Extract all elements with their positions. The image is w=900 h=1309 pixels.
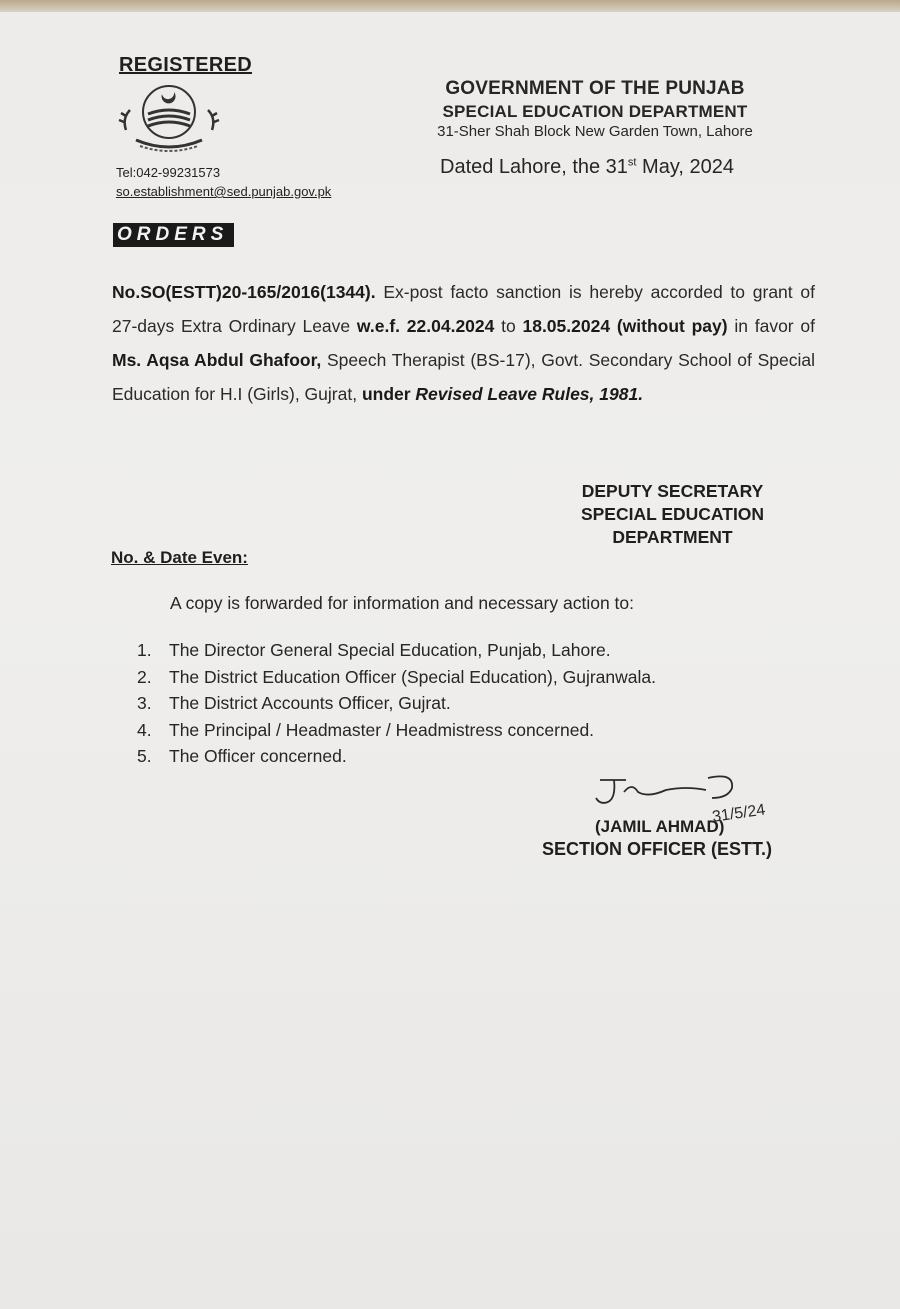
order-body: No.SO(ESTT)20-165/2016(1344). Ex-post facto sanction is hereby accorded to grant of 27-days Extra Ordinary Leave w.e.f. 22.04.2024 to 18.05.2024 (without pay) in favor of Ms. Aqsa Abdul Ghafoor, Speech Therapist (BS-17), Govt. Secondary School of Special Education for H.I (Girls), Gujrat, under Revised Leave Rules, 1981. [112,282,815,404]
list-item: 4. The Principal / Headmaster / Headmistress concerned. [137,719,595,740]
orders-heading: ORDERS [113,223,234,247]
signatory-name: (JAMIL AHMAD) [595,817,725,836]
dated-line: Dated Lahore, the 31st May, 2024 [440,156,734,178]
punjab-emblem-icon [118,82,220,156]
list-item: 3. The District Accounts Officer, Gujrat. [137,693,451,713]
department-title: SPECIAL EDUCATION DEPARTMENT [442,102,748,121]
list-item: 1. The Director General Special Education, Punjab, Lahore. [137,640,611,660]
list-item: 5. The Officer concerned. [137,746,347,766]
top-edge [0,0,900,12]
recipient-list [137,637,656,770]
deputy-secretary-block: DEPUTY SECRETARY SPECIAL EDUCATION DEPARTMENT [580,481,765,547]
registered-label: REGISTERED [119,54,253,76]
telephone: Tel:042-99231573 [116,165,221,180]
copy-intro: A copy is forwarded for information and necessary action to: [170,593,634,613]
email-address: so.establishment@sed.punjab.gov.pk [116,184,332,199]
list-item: 2. The District Education Officer (Special Education), Gujranwala. [137,666,656,687]
svg-text:31/5/24: 31/5/24 [711,801,767,826]
signatory-designation: SECTION OFFICER (ESTT.) [542,839,773,859]
no-date-even-label: No. & Date Even: [111,548,248,567]
department-address: 31-Sher Shah Block New Garden Town, Lahore [437,123,753,140]
government-title: GOVERNMENT OF THE PUNJAB [445,78,745,99]
employee-name: Ms. Aqsa Abdul Ghafoor, [112,350,322,370]
order-number: No.SO(ESTT)20-165/2016(1344). [112,282,376,302]
